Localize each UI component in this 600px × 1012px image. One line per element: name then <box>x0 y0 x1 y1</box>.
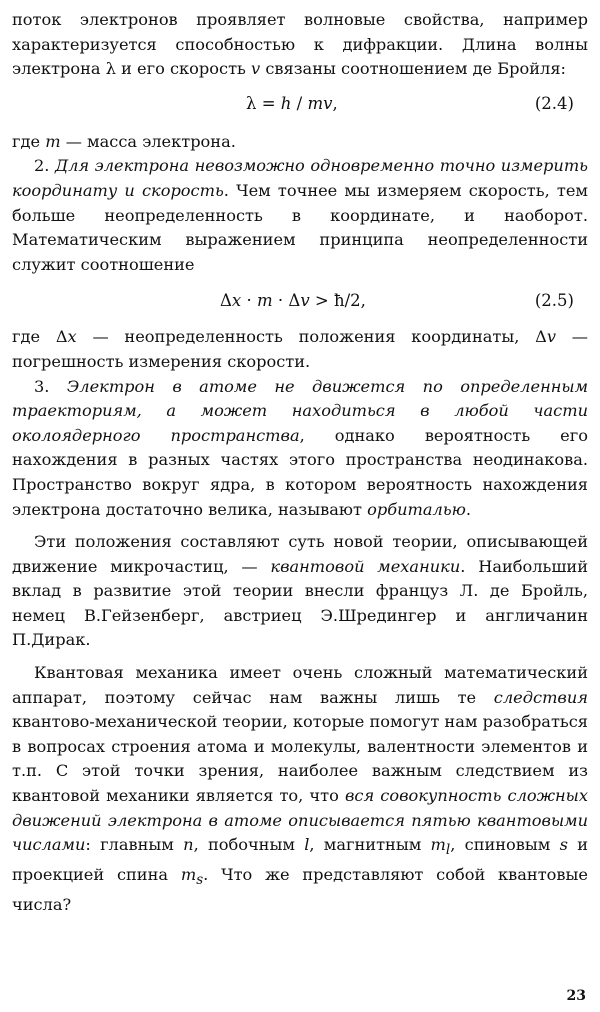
paragraph-quantum-numbers: Квантовая механика имеет очень сложный математический аппарат, поэтому сейчас нам важны лишь те следствия квантово-механической теории, которые помогут нам разобраться в вопросах строения атома и молекулы, валентности элементов и т.п. С этой точки зрения, наиболее важным следствием из квантовой механики является то, что вся совокупность сложных движений электрона в атоме описывается пятью квантовыми числами: главным n, побочным l, магнитным $m_l$, спиновым s и проекцией спина $m_s$. Что же представляют собой квантовые числа? <box>12 663 589 914</box>
equation-2-5 <box>12 289 588 313</box>
paragraph-quantum-mechanics: Эти положения составляют суть новой теории, описывающей движение микрочастиц, — квантовой механики. Наибольший вклад в развитие этой теории внесли француз Л. де Бройль, немец В.Гейзенберг, австриец Э.Шредингер и англичанин П.Дирак. <box>12 532 588 650</box>
equation-2-5-number: (2.5) <box>534 291 574 311</box>
page-number: 23 <box>566 988 586 1004</box>
paragraph-where-mass: где m — масса электрона. <box>12 131 236 151</box>
equation-2-5-expression: Δx · m · Δv > ħ/2, <box>220 291 366 311</box>
paragraph-uncertainty-principle: 2. Для электрона невозможно одновременно точно измерить координату и скорость. Чем точнее мы измеряем скорость, тем больше неопределенность в координате, и наоборот. Математическим выражением принципа неопределенности служит соотношение <box>12 156 588 274</box>
paragraph-orbital: 3. Электрон в атоме не движется по определенным траекториям, а может находиться в любой части околоядерного пространства, однако вероятность его нахождения в разных частях этого пространства неодинакова. Пространство вокруг ядра, в котором вероятность нахождения электрона достаточно велика, называют орбиталью. <box>12 376 588 519</box>
equation-2-4 <box>12 92 588 116</box>
paragraph-where-uncertainty: где Δx — неопределенность положения координаты, Δv — погрешность измерения скорости. <box>12 327 588 371</box>
paragraph-de-broglie: поток электронов проявляет волновые свойства, например характеризуется способностью к дифракции. Длина волны электрона λ и его скорость v связаны соотношением де Бройля: <box>12 10 588 79</box>
equation-2-4-expression: λ = h / mv, <box>246 93 338 113</box>
equation-2-4-number: (2.4) <box>534 93 574 113</box>
